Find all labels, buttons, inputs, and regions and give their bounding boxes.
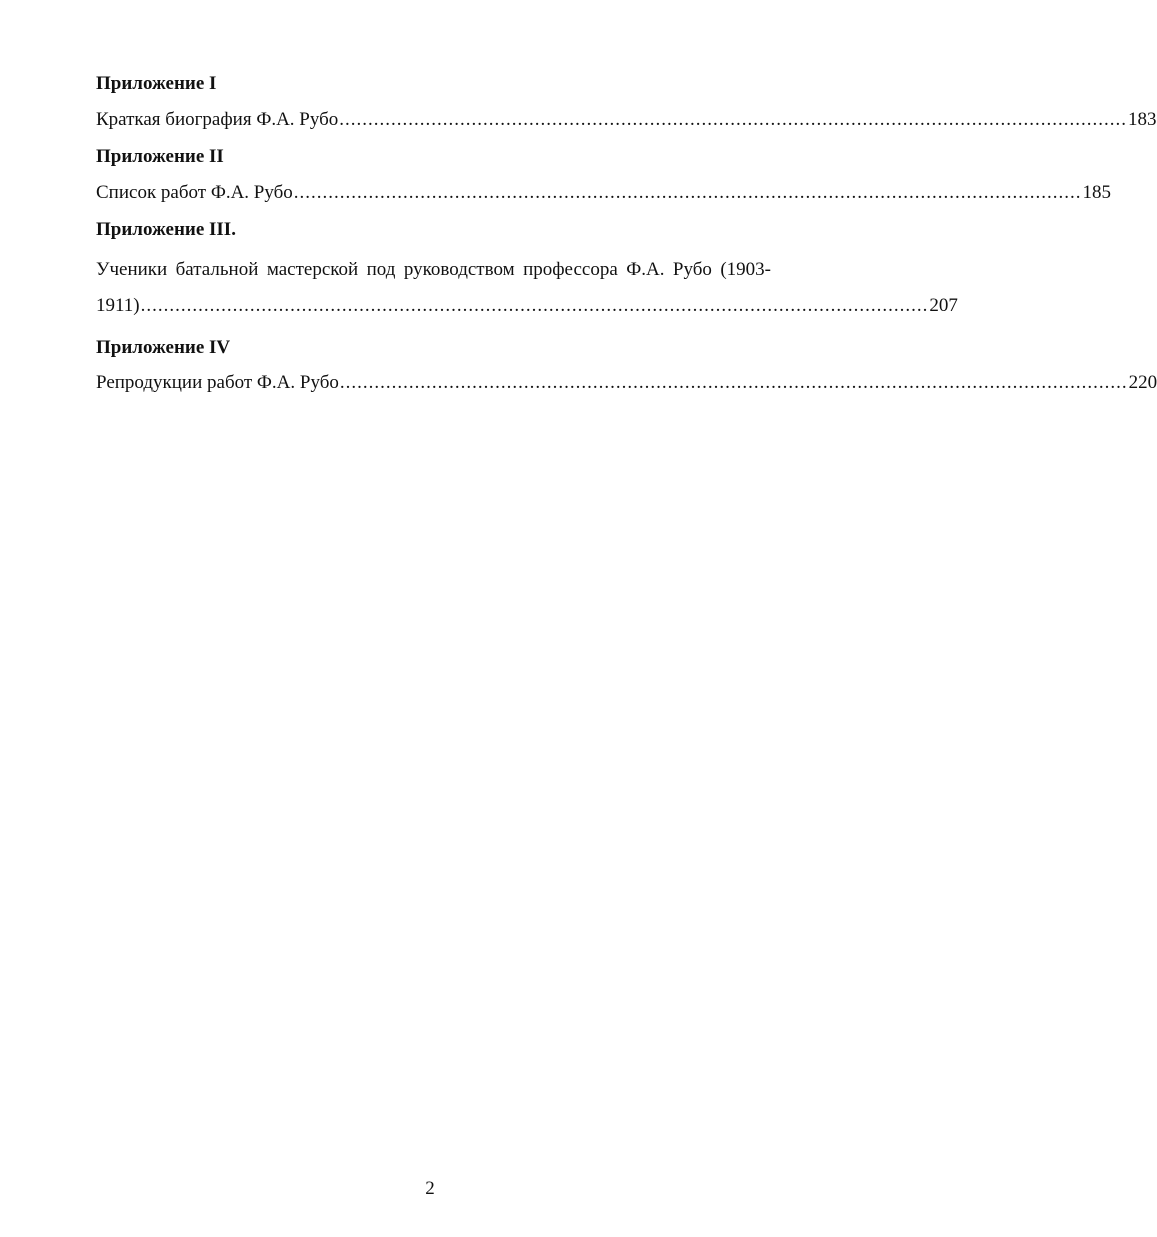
dot-leader: ......................................................................................................................................... — [140, 295, 929, 316]
page-number: 2 — [425, 1178, 435, 1199]
toc-entry-page: 183 — [1128, 109, 1157, 130]
toc-entry-title: 1911) — [96, 295, 140, 316]
toc-entry-title: Репродукции работ Ф.А. Рубо — [96, 372, 339, 393]
dot-leader: ......................................................................................................................................... — [293, 182, 1082, 203]
toc-entry-appendix-3 — [96, 294, 958, 318]
dot-leader: ......................................................................................................................................... — [339, 372, 1128, 393]
toc-entry-page: 207 — [929, 295, 958, 316]
toc-entry-page: 220 — [1128, 372, 1157, 393]
toc-entry-appendix-1 — [96, 108, 1157, 132]
dot-leader: ......................................................................................................................................... — [339, 109, 1128, 130]
toc-entry-appendix-2 — [96, 181, 1112, 205]
toc-entry-title: Список работ Ф.А. Рубо — [96, 182, 293, 203]
toc-entry-page: 185 — [1082, 182, 1112, 203]
appendix-1-heading: Приложение I — [96, 73, 217, 94]
appendix-3-heading: Приложение III. — [96, 219, 236, 240]
toc-entry-appendix-4 — [96, 371, 1157, 395]
appendix-2-heading: Приложение II — [96, 146, 224, 167]
appendix-4-heading: Приложение IV — [96, 337, 231, 358]
toc-entry-title: Краткая биография Ф.А. Рубо — [96, 109, 339, 130]
toc-entry-appendix-3-line-1: Ученики батальной мастерской под руководством профессора Ф.А. Рубо (1903- — [96, 259, 771, 280]
